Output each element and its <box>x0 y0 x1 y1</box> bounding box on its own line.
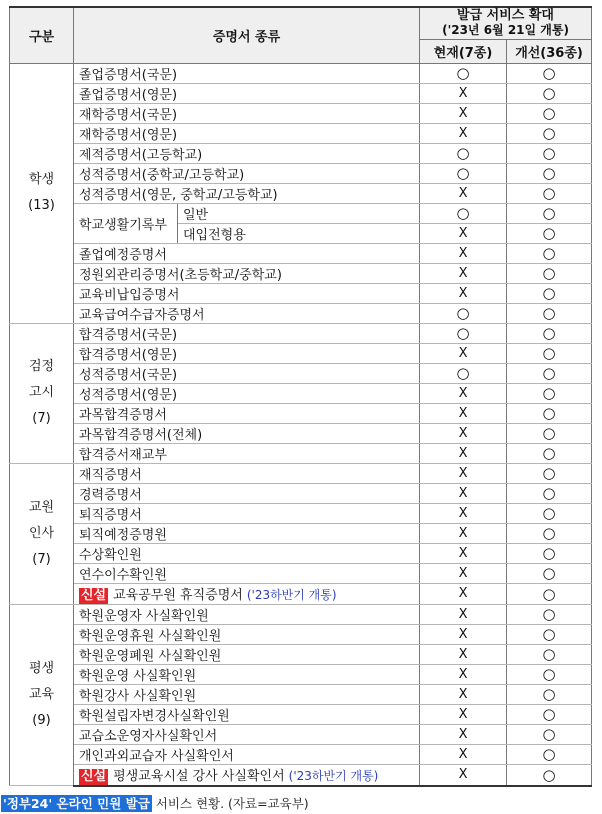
mark-improved: ○ <box>507 283 592 303</box>
table-row <box>10 123 592 143</box>
table-row <box>10 664 592 684</box>
group-label-student <box>10 63 74 323</box>
table-row <box>10 423 592 443</box>
mark-current: X <box>420 704 507 724</box>
mark-improved: ○ <box>507 343 592 363</box>
table-row <box>10 764 592 786</box>
group-label-line: 검정 <box>28 359 55 374</box>
table-row <box>10 503 592 523</box>
cert-name: 학교생활기록부 <box>74 203 178 243</box>
table-row <box>10 163 592 183</box>
certificate-table-wrapper <box>9 6 591 787</box>
cert-name: 학원운영휴원 사실확인원 <box>74 624 420 644</box>
mark-improved: ○ <box>507 523 592 543</box>
cert-name <box>74 764 420 786</box>
table-row <box>10 83 592 103</box>
table-row <box>10 583 592 604</box>
table-row <box>10 323 592 343</box>
mark-improved: ○ <box>507 704 592 724</box>
figure-caption <box>1 794 309 812</box>
table-row <box>10 203 592 223</box>
table-row <box>10 624 592 644</box>
mark-improved: ○ <box>507 483 592 503</box>
launch-note: ('23하반기 개통) <box>288 768 379 783</box>
header-expansion <box>420 7 592 39</box>
cert-name: 재학증명서(영문) <box>74 123 420 143</box>
mark-improved: ○ <box>507 744 592 764</box>
mark-current: X <box>420 223 507 243</box>
table-row <box>10 363 592 383</box>
mark-improved: ○ <box>507 203 592 223</box>
group-label-line: (9) <box>32 712 51 728</box>
cert-name: 학원운영자 사실확인원 <box>74 604 420 624</box>
cert-name: 학원설립자변경사실확인원 <box>74 704 420 724</box>
cert-name: 과목합격증명서(전체) <box>74 423 420 443</box>
mark-current: ○ <box>420 143 507 163</box>
table-row <box>10 243 592 263</box>
mark-improved: ○ <box>507 183 592 203</box>
cert-name: 과목합격증명서 <box>74 403 420 423</box>
group-label-line: (7) <box>32 551 51 567</box>
mark-current: X <box>420 423 507 443</box>
mark-improved: ○ <box>507 403 592 423</box>
table-row <box>10 684 592 704</box>
group-label-lifelong <box>10 604 74 786</box>
cert-name: 퇴직예정증명원 <box>74 523 420 543</box>
table-header <box>10 7 592 63</box>
cert-name: 합격증명서(영문) <box>74 343 420 363</box>
mark-improved: ○ <box>507 463 592 483</box>
mark-improved: ○ <box>507 363 592 383</box>
table-row <box>10 303 592 323</box>
mark-current: X <box>420 123 507 143</box>
cert-name: 교습소운영자사실확인서 <box>74 724 420 744</box>
header-expansion-title: 발급 서비스 확대 <box>457 8 554 24</box>
mark-current: ○ <box>420 363 507 383</box>
header-current: 현재(7종) <box>420 39 507 63</box>
group-label-line: 학생 <box>28 172 55 187</box>
table-row <box>10 483 592 503</box>
mark-current: X <box>420 724 507 744</box>
group-label-staff <box>10 463 74 604</box>
header-cert-type: 증명서 종류 <box>74 7 420 63</box>
new-badge: 신설 <box>81 768 107 784</box>
mark-improved: ○ <box>507 624 592 644</box>
cert-name: 제적증명서(고등학교) <box>74 143 420 163</box>
cert-name <box>74 583 420 604</box>
cert-name: 교육급여수급자증명서 <box>74 303 420 323</box>
cert-subtype: 일반 <box>178 203 420 223</box>
header-expansion-date: ('23년 6월 21일 개통) <box>442 23 569 38</box>
group-label-line: 인사 <box>28 525 55 541</box>
mark-current: ○ <box>420 323 507 343</box>
group-label-line: (7) <box>32 411 51 426</box>
launch-note: ('23하반기 개통) <box>246 587 337 602</box>
mark-improved: ○ <box>507 83 592 103</box>
cert-name: 연수이수확인원 <box>74 563 420 583</box>
caption-highlight: '정부24' 온라인 민원 발급 <box>3 796 150 811</box>
cert-name: 합격증명서(국문) <box>74 323 420 343</box>
cert-name: 교육비납입증명서 <box>74 283 420 303</box>
table-row <box>10 283 592 303</box>
mark-improved: ○ <box>507 263 592 283</box>
mark-current: X <box>420 103 507 123</box>
table-row <box>10 343 592 363</box>
cert-name: 졸업증명서(영문) <box>74 83 420 103</box>
cert-name: 성적증명서(영문) <box>74 383 420 403</box>
mark-current: X <box>420 243 507 263</box>
group-label-line: 교육 <box>28 686 55 702</box>
mark-improved: ○ <box>507 503 592 523</box>
mark-improved: ○ <box>507 63 592 83</box>
mark-improved: ○ <box>507 443 592 463</box>
cert-name: 경력증명서 <box>74 483 420 503</box>
mark-current: X <box>420 183 507 203</box>
mark-current: X <box>420 343 507 363</box>
mark-improved: ○ <box>507 724 592 744</box>
mark-improved: ○ <box>507 604 592 624</box>
cert-name: 정원외관리증명서(초등학교/중학교) <box>74 263 420 283</box>
mark-improved: ○ <box>507 243 592 263</box>
table-body <box>10 63 592 786</box>
mark-current: ○ <box>420 203 507 223</box>
mark-current: X <box>420 263 507 283</box>
table-row <box>10 263 592 283</box>
table-row <box>10 143 592 163</box>
cert-name: 성적증명서(영문, 중학교/고등학교) <box>74 183 420 203</box>
mark-current: ○ <box>420 303 507 323</box>
mark-improved: ○ <box>507 323 592 343</box>
mark-current: X <box>420 563 507 583</box>
cert-name-text: 평생교육시설 강사 사실확인서 <box>113 768 285 784</box>
cert-name: 학원운영폐원 사실확인원 <box>74 644 420 664</box>
mark-improved: ○ <box>507 223 592 243</box>
table-row <box>10 704 592 724</box>
cert-name: 재학증명서(국문) <box>74 103 420 123</box>
mark-current: X <box>420 624 507 644</box>
cert-name: 졸업증명서(국문) <box>74 63 420 83</box>
mark-improved: ○ <box>507 644 592 664</box>
table-row <box>10 724 592 744</box>
group-label-line: 교원 <box>28 499 55 515</box>
cert-name: 수상확인원 <box>74 543 420 563</box>
cert-name: 재직증명서 <box>74 463 420 483</box>
caption-text: 서비스 현황. (자료=교육부) <box>151 796 309 811</box>
mark-current: X <box>420 764 507 786</box>
mark-improved: ○ <box>507 303 592 323</box>
cert-name: 학원강사 사실확인원 <box>74 684 420 704</box>
mark-improved: ○ <box>507 163 592 183</box>
mark-improved: ○ <box>507 143 592 163</box>
mark-improved: ○ <box>507 764 592 786</box>
mark-current: X <box>420 443 507 463</box>
header-category: 구분 <box>10 7 74 63</box>
table-row <box>10 63 592 83</box>
mark-current: X <box>420 664 507 684</box>
new-badge: 신설 <box>81 587 107 603</box>
mark-improved: ○ <box>507 684 592 704</box>
mark-current: X <box>420 463 507 483</box>
mark-improved: ○ <box>507 563 592 583</box>
cert-name: 퇴직증명서 <box>74 503 420 523</box>
mark-current: X <box>420 503 507 523</box>
mark-current: ○ <box>420 163 507 183</box>
table-row <box>10 604 592 624</box>
cert-name: 개인과외교습자 사실확인서 <box>74 744 420 764</box>
group-label-line: 평생 <box>28 660 55 676</box>
mark-improved: ○ <box>507 123 592 143</box>
mark-improved: ○ <box>507 543 592 563</box>
group-label-line: 고시 <box>28 385 55 400</box>
group-label-exam <box>10 323 74 463</box>
mark-improved: ○ <box>507 664 592 684</box>
table-row <box>10 103 592 123</box>
mark-current: X <box>420 383 507 403</box>
table-row <box>10 463 592 483</box>
mark-improved: ○ <box>507 103 592 123</box>
cert-name: 합격증서재교부 <box>74 443 420 463</box>
table-row <box>10 644 592 664</box>
table-row <box>10 403 592 423</box>
mark-current: X <box>420 684 507 704</box>
mark-current: X <box>420 644 507 664</box>
header-improved: 개선(36종) <box>507 39 592 63</box>
cert-subtype: 대입전형용 <box>178 223 420 243</box>
table-row <box>10 383 592 403</box>
table-row <box>10 563 592 583</box>
mark-current: X <box>420 583 507 604</box>
cert-name: 성적증명서(중학교/고등학교) <box>74 163 420 183</box>
group-label-line: (13) <box>28 198 55 213</box>
mark-current: X <box>420 744 507 764</box>
table-row <box>10 543 592 563</box>
mark-current: X <box>420 403 507 423</box>
mark-current: X <box>420 604 507 624</box>
mark-current: ○ <box>420 63 507 83</box>
table-row <box>10 744 592 764</box>
table-row <box>10 183 592 203</box>
mark-current: X <box>420 543 507 563</box>
cert-name: 학원운영 사실확인원 <box>74 664 420 684</box>
cert-name: 졸업예정증명서 <box>74 243 420 263</box>
table-row <box>10 443 592 463</box>
mark-current: X <box>420 523 507 543</box>
cert-name: 성적증명서(국문) <box>74 363 420 383</box>
cert-name-text: 교육공무원 휴직증명서 <box>113 587 243 603</box>
mark-improved: ○ <box>507 423 592 443</box>
mark-improved: ○ <box>507 383 592 403</box>
certificate-table <box>9 6 592 787</box>
mark-current: X <box>420 483 507 503</box>
mark-improved: ○ <box>507 583 592 604</box>
table-row <box>10 523 592 543</box>
mark-current: X <box>420 83 507 103</box>
mark-current: X <box>420 283 507 303</box>
